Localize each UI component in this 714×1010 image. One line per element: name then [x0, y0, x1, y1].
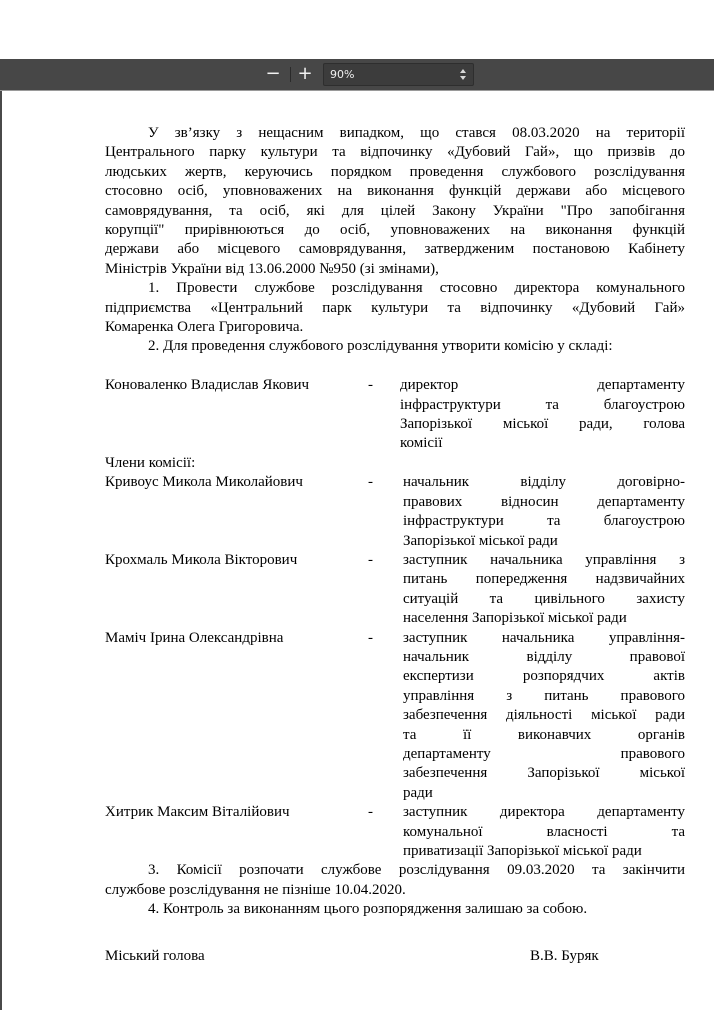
member-name: Хитрик Максим Віталійович: [105, 804, 290, 821]
zoom-level-select[interactable]: [323, 63, 474, 86]
commission-member-row: [105, 473, 685, 551]
role-line: питань попередження надзвичайних: [403, 571, 685, 588]
role-line: департаменту правового: [403, 745, 685, 762]
role-line: директор департаменту: [400, 377, 685, 394]
text-line: корупції" прирівнюються до осіб, уповноважених на виконання функцій: [105, 222, 685, 239]
item-1-paragraph: [105, 279, 685, 337]
text-line: 3. Комісії розпочати службове розслідування 09.03.2020 та закінчити: [148, 862, 685, 879]
role-line: начальник відділу правової: [403, 648, 685, 665]
item-3-paragraph: [105, 861, 685, 900]
updown-arrows-icon: [460, 69, 466, 80]
signatory-name: В.В. Буряк: [530, 948, 599, 964]
members-list: [105, 473, 685, 861]
member-role: [403, 629, 685, 804]
member-role: [403, 473, 685, 551]
member-role: [400, 376, 685, 454]
role-line: комунальної власності та: [403, 823, 685, 840]
item-4-paragraph: 4. Контроль за виконанням цього розпорядження залишаю за собою.: [148, 901, 588, 918]
commission-chair-row: [105, 376, 685, 454]
text-line: самоврядування, та осіб, які для цілей Закону України "Про запобігання: [105, 202, 685, 219]
minus-icon: −: [265, 63, 281, 84]
pdf-toolbar: [0, 59, 714, 91]
member-dash: -: [368, 377, 373, 394]
text-line: держави або місцевого самоврядування, затвердженим постановою Кабінету: [105, 241, 685, 258]
role-line: заступник начальника управління-: [403, 629, 685, 646]
zoom-level-value: 90%: [330, 68, 355, 81]
text-line: Центрального парку культури та відпочинку «Дубовий Гай», що призвів до: [105, 144, 685, 161]
commission-member-row: [105, 551, 685, 629]
role-line: правових відносин департаменту: [403, 493, 685, 510]
text-line: 1. Провести службове розслідування стосовно директора комунального: [148, 280, 685, 297]
document-body: [105, 124, 685, 920]
member-dash: -: [368, 804, 373, 821]
commission-member-row: [105, 629, 685, 804]
role-line: ситуацій та цивільного захисту: [403, 590, 685, 607]
role-line: забезпечення Запорізької міської: [403, 765, 685, 782]
commission-member-row: [105, 803, 685, 861]
plus-icon: +: [297, 63, 313, 84]
text-line: службове розслідування не пізніше 10.04.2020.: [105, 881, 406, 898]
member-dash: -: [368, 629, 373, 646]
text-line: стосовно осіб, уповноважених на виконання функцій держави або місцевого: [105, 183, 685, 200]
text-line: людських жертв, керуючись порядком проведення службового розслідування: [105, 163, 685, 180]
role-line: начальник відділу договірно-: [403, 474, 685, 491]
document-page: [0, 91, 714, 1010]
spacer: [105, 357, 685, 376]
item-2-paragraph: 2. Для проведення службового розслідування утворити комісію у складі:: [148, 338, 613, 355]
signatory-position: Міський голова: [105, 948, 205, 964]
role-line: комісії: [400, 435, 443, 452]
member-dash: -: [368, 551, 373, 568]
role-line: та її виконавчих органів: [403, 726, 685, 743]
role-line: забезпечення діяльності міської ради: [403, 707, 685, 724]
text-line: Міністрів України від 13.06.2000 №950 (зі змінами),: [105, 260, 439, 277]
member-role: [403, 551, 685, 629]
role-line: заступник начальника управління з: [403, 551, 685, 568]
zoom-out-button[interactable]: [263, 63, 283, 85]
role-line: населення Запорізької міської ради: [403, 610, 627, 627]
member-name: Маміч Ірина Олександрівна: [105, 629, 284, 646]
member-name: Коноваленко Владислав Якович: [105, 377, 310, 394]
role-line: експертизи розпорядчих актів: [403, 668, 685, 685]
member-dash: -: [368, 474, 373, 491]
zoom-in-button[interactable]: [295, 63, 315, 85]
text-line: підприємства «Центральний парк культури та відпочинку «Дубовий Гай»: [105, 299, 685, 316]
role-line: Запорізької міської ради, голова: [400, 416, 685, 433]
member-role: [403, 803, 685, 861]
text-line: У зв’язку з нещасним випадком, що стався 08.03.2020 на території: [148, 125, 685, 141]
text-line: Комаренка Олега Григоровича.: [105, 319, 304, 336]
role-line: управління з питань правового: [403, 687, 685, 704]
role-line: інфраструктури та благоустрою: [400, 396, 685, 413]
role-line: інфраструктури та благоустрою: [403, 513, 685, 530]
member-name: Кривоус Микола Миколайович: [105, 474, 303, 491]
toolbar-separator: [290, 67, 291, 82]
role-line: ради: [403, 784, 433, 801]
role-line: заступник директора департаменту: [403, 804, 685, 821]
intro-paragraph: [105, 124, 685, 279]
members-label: Члени комісії:: [105, 454, 196, 471]
role-line: приватизації Запорізької міської ради: [403, 843, 642, 860]
member-name: Крохмаль Микола Вікторович: [105, 551, 298, 568]
role-line: Запорізької міської ради: [403, 532, 558, 549]
